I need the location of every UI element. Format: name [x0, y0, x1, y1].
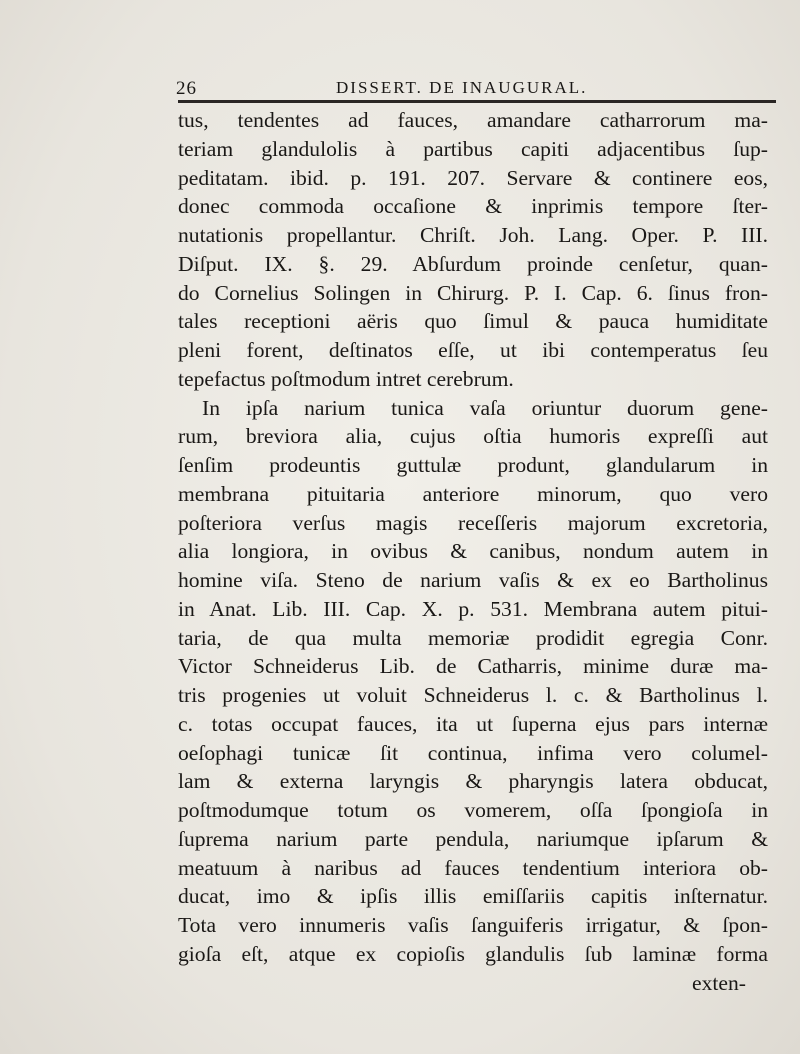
text-line: gioſa eſt, atque ex copioſis glandulis ſub laminæ forma [178, 941, 768, 966]
text-line: nutationis propellantur. Chriſt. Joh. Lang. Oper. P. III. [178, 223, 768, 247]
text-line: meatuum à naribus ad fauces tendentium interiora ob- [178, 855, 768, 880]
page-number: 26 [176, 78, 197, 99]
text-line: In ipſa narium tunica vaſa oriuntur duorum gene- [202, 395, 768, 420]
text-line: peditatam. ibid. p. 191. 207. Servare & continere eos, [178, 165, 768, 190]
text-line: donec commoda occaſione & inprimis tempore ſter- [178, 194, 768, 219]
text-line: ſuprema narium parte pendula, nariumque ipſarum & [178, 826, 768, 851]
text-line: pleni forent, deſtinatos eſſe, ut ibi contemperatus ſeu [178, 338, 768, 362]
text-line: poſtmodumque totum os vomerem, oſſa ſpongioſa in [178, 798, 768, 822]
text-line: do Cornelius Solingen in Chirurg. P. I. Cap. 6. ſinus fron- [178, 280, 768, 305]
header-rule [178, 100, 776, 103]
text-line: oeſophagi tunicæ ſit continua, infima vero columel- [178, 740, 768, 765]
text-line: tepefactus poſtmodum intret cerebrum. [178, 366, 514, 391]
text-line: homine viſa. Steno de narium vaſis & ex eo Bartholinus [178, 568, 768, 592]
text-line: lam & externa laryngis & pharyngis latera obducat, [178, 769, 768, 794]
text-line: tris progenies ut voluit Schneiderus l. c. & Bartholinus l. [178, 683, 768, 707]
text-line: tus, tendentes ad fauces, amandare catharrorum ma- [178, 108, 768, 132]
text-line: tales receptioni aëris quo ſimul & pauca humiditate [178, 309, 768, 334]
page-header [176, 70, 776, 102]
text-line: poſteriora verſus magis receſſeris majorum excretoria, [178, 510, 768, 535]
text-line: teriam glandulolis à partibus capiti adjacentibus ſup- [178, 136, 768, 161]
text-line: c. totas occupat fauces, ita ut ſuperna ejus pars internæ [178, 711, 768, 736]
text-line: in Anat. Lib. III. Cap. X. p. 531. Membrana autem pitui- [178, 596, 768, 621]
text-line: taria, de qua multa memoriæ prodidit egregia Conr. [178, 625, 768, 650]
text-body [178, 106, 768, 997]
catchword: exten- [692, 970, 746, 995]
running-head: DISSERT. DE INAUGURAL. [336, 78, 588, 97]
text-line: rum, breviora alia, cujus oſtia humoris expreſſi aut [178, 424, 768, 449]
text-line: membrana pituitaria anteriore minorum, quo vero [178, 481, 768, 506]
text-line: ſenſim prodeuntis guttulæ produnt, glandularum in [178, 453, 768, 477]
text-line: Victor Schneiderus Lib. de Catharris, minime duræ ma- [178, 654, 768, 679]
text-line: alia longiora, in ovibus & canibus, nondum autem in [178, 539, 768, 564]
text-line: ducat, imo & ipſis illis emiſſariis capitis inſternatur. [178, 884, 768, 909]
text-line: Diſput. IX. §. 29. Abſurdum proinde cenſetur, quan- [178, 251, 768, 276]
text-line: Tota vero innumeris vaſis ſanguiferis irrigatur, & ſpon- [178, 913, 768, 937]
